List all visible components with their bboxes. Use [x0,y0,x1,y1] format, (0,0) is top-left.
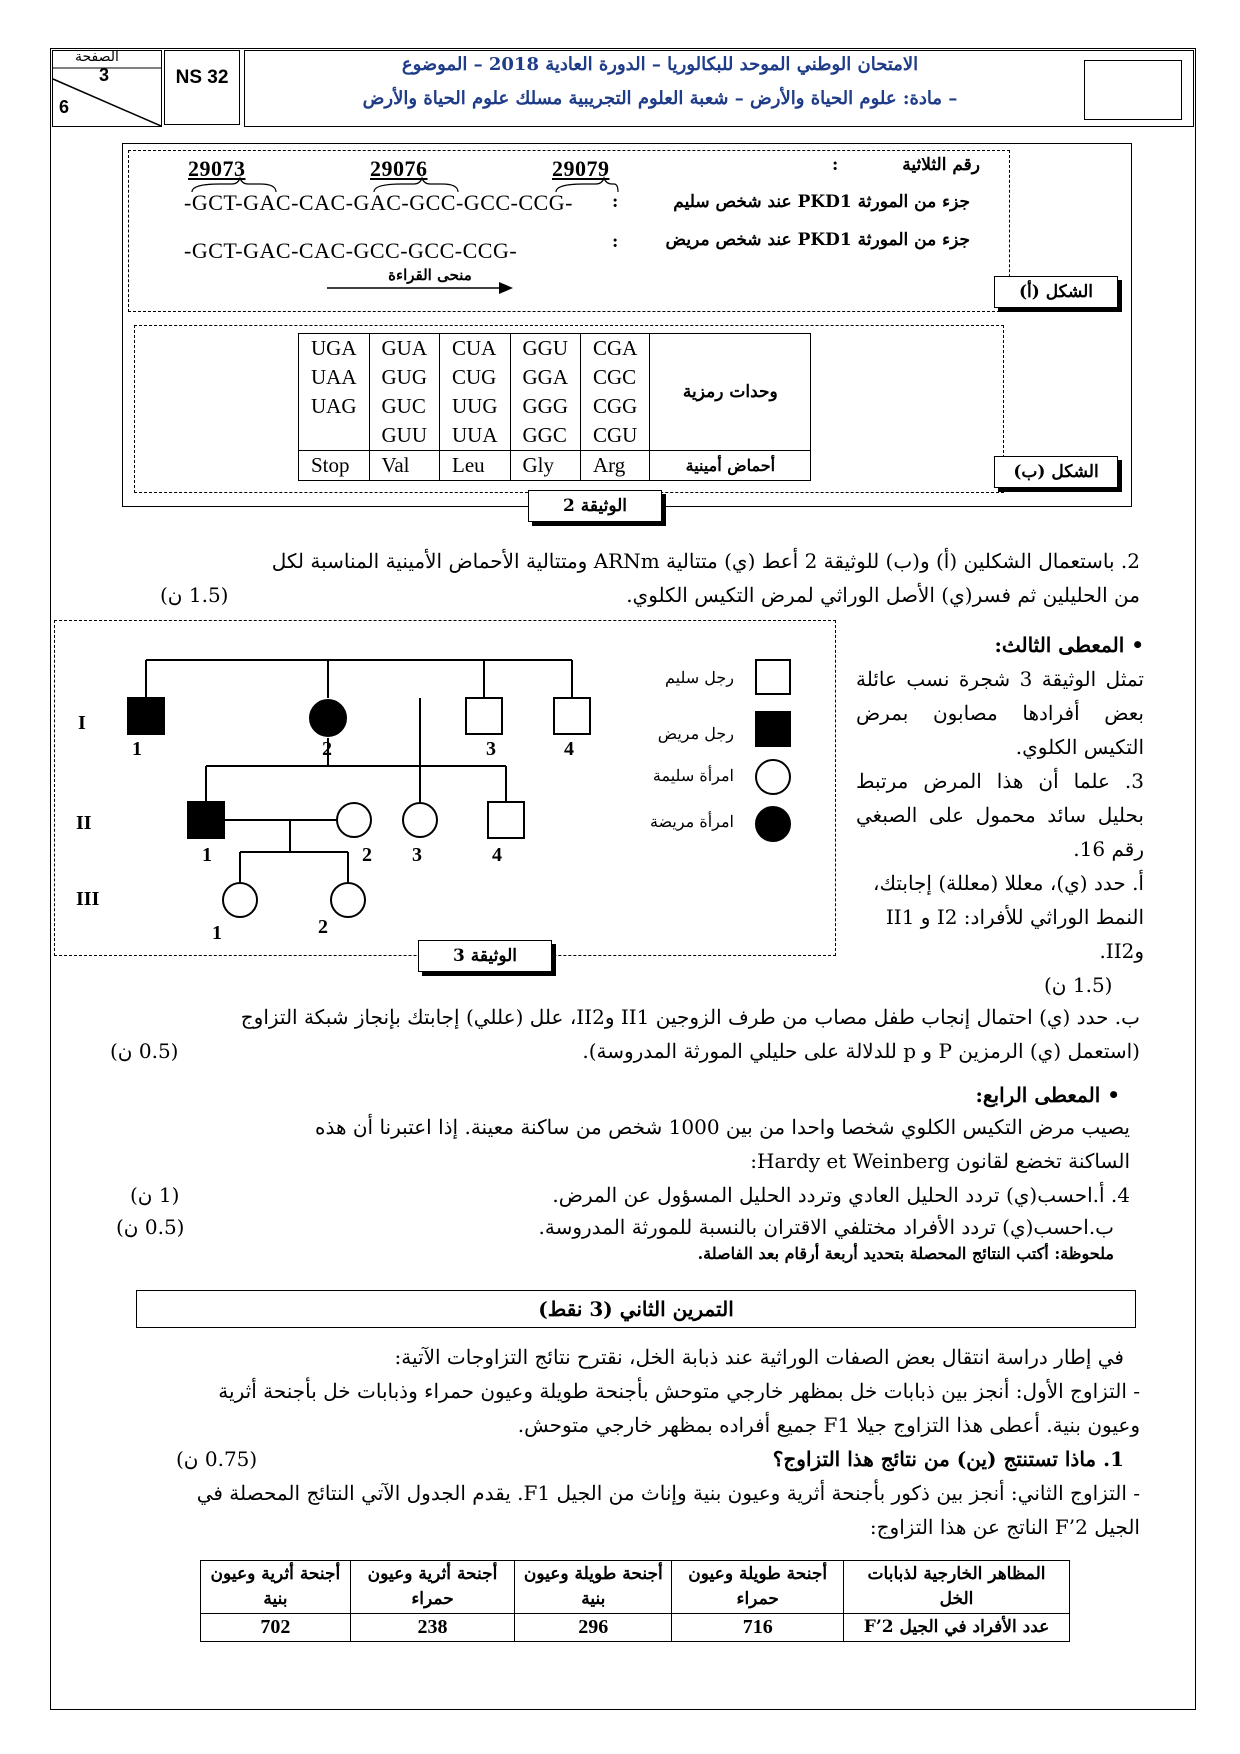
label-II1: 1 [202,844,212,866]
exercise-2-question-1: 1. ماذا تستنتج (ين) من نتائج هذا التزاوج؟ [772,1447,1124,1471]
table-value-cell: 716 [672,1614,844,1642]
label-III1: 1 [212,922,222,944]
amino-acid-cell: Stop [299,451,370,481]
cross-2-line-2: الجيل F’2 الناتج عن هذا التزاوج: [869,1515,1140,1539]
question-4a-points: (1 ن) [130,1183,180,1207]
generation-II-label: II [76,812,92,834]
amino-acid-cell: Gly [510,451,581,481]
individual-II1-sick-man [188,802,224,838]
cross-1-line-1: - التزاوج الأول: أنجز بين ذبابات خل بمظهر خارجي متوحش بأجنحة طويلة وعيون حمراء وذبابات خل بأجنحة أثرية [218,1379,1140,1403]
question-3-intro: 3. علما أن هذا المرض مرتبط بحليل سائد محمول على الصبغي رقم 16. [856,769,1144,861]
amino-acid-row-label: أحماض أمينية [650,451,811,481]
sick-colon: : [612,232,619,252]
table-header-cell: أجنحة أثرية وعيون بنية [201,1561,351,1614]
question-2-line-2: من الحليلين ثم فسر(ي) الأصل الوراثي لمرض التكيس الكلوي. [626,583,1140,607]
question-4b: ب.احسب(ي) تردد الأفراد مختلفي الاقتران بالنسبة للمورثة المدروسة. [538,1215,1114,1239]
page-number-box [52,50,162,127]
individual-II4-healthy-man [488,802,524,838]
healthy-label: جزء من المورثة PKD1 عند شخص سليم [673,192,970,212]
question-2-points: (1.5 ن) [160,583,229,607]
individual-II3-healthy-woman [403,803,437,837]
page-total: 6 [59,97,70,117]
question-3b-line-1: ب. حدد (ي) احتمال إنجاب طفل مصاب من طرف الزوجين II1 وII2، علل (عللي) إجابتك بإنجاز شبكة التزاوج [240,1005,1140,1029]
individual-I1-sick-man [128,698,164,734]
figure-a-label: الشكل (أ) [994,276,1118,308]
question-4a: 4. أ.احسب(ي) تردد الحليل العادي وتردد الحليل المسؤول عن المرض. [552,1183,1130,1207]
label-II3: 3 [412,844,422,866]
triplet-number-29076: 29076 [370,156,428,181]
question-2-line-1: 2. باستعمال الشكلين (أ) و(ب) للوثيقة 2 أعط (ي) متتالية ARNm ومتتالية الأحماض الأمينية المناسبة لكل [271,549,1140,573]
individual-I3-healthy-man [466,698,502,734]
cross-2-line-1: - التزاوج الثاني: أنجز بين ذكور بأجنحة أثرية وعيون بنية وإناث من الجيل F1. يقدم الجدول الآتي النتائج المحصلة في [196,1481,1140,1505]
legend-healthy-woman: امرأة سليمة [652,766,734,785]
label-I3: 3 [486,738,496,760]
triplet-number-29079: 29079 [552,156,610,181]
legend-sick-woman: امرأة مريضة [649,812,734,831]
figure-b-label: الشكل (ب) [994,456,1118,488]
table-value-cell: 702 [201,1614,351,1642]
exam-code: NS 32 [164,50,240,125]
individual-I2-sick-woman [310,700,346,736]
header-empty-box [1084,60,1182,120]
legend-sick-man: رجل مريض [657,724,734,743]
codon-row-label: وحدات رمزية [650,334,811,451]
triplet-number-29073: 29073 [188,156,246,181]
label-III2: 2 [318,916,328,938]
table-value-cell: 238 [350,1614,514,1642]
table-header-cell: المظاهر الخارجية لذبابات الخل [844,1561,1070,1614]
given-3-title: • المعطى الثالث: [994,633,1144,657]
amino-acid-cell: Val [369,451,440,481]
table-header-cell: أجنحة طويلة وعيون حمراء [672,1561,844,1614]
question-3b-points: (0.5 ن) [110,1039,179,1063]
codon-cell: UGA UAA UAG [299,334,370,451]
given-4-title: • المعطى الرابع: [975,1083,1120,1107]
f2-results-table [200,1560,1070,1642]
amino-acid-cell: Leu [440,451,511,481]
label-II4: 4 [492,844,502,866]
codon-cell: GUA GUG GUC GUU [369,334,440,451]
codon-cell: GGU GGA GGG GGC [510,334,581,451]
sick-sequence: -GCT-GAC-CAC-GCC-GCC-CCG- [184,238,518,263]
individual-I4-healthy-man [554,698,590,734]
label-I2: 2 [322,738,332,760]
legend-healthy-man: رجل سليم [665,668,734,687]
exam-title: الامتحان الوطني الموحد للبكالوريا – الدورة العادية 2018 – الموضوع [401,54,919,75]
label-II2: 2 [362,844,372,866]
reading-direction-label: منحى القراءة [388,266,472,284]
exercise-2-intro: في إطار دراسة انتقال بعض الصفات الوراثية عند ذبابة الخل، نقترح نتائج التزاوجات الآتية: [394,1345,1124,1369]
label-I1: 1 [132,738,142,760]
table-header-cell: أجنحة طويلة وعيون بنية [515,1561,672,1614]
given-3-text: تمثل الوثيقة 3 شجرة نسب عائلة بعض أفرادها مصابون بمرض التكيس الكلوي. [856,667,1144,759]
triplet-colon: : [832,155,839,175]
table-header-cell: أجنحة أثرية وعيون حمراء [350,1561,514,1614]
legend-healthy-woman-symbol [756,760,790,794]
label-I4: 4 [564,738,574,760]
individual-III2-healthy-woman [331,883,365,917]
table-value-cell: 296 [515,1614,672,1642]
page-label: الصفحة [75,49,119,65]
legend-sick-woman-symbol [756,807,790,841]
codon-cell: CGA CGC CGG CGU [581,334,650,451]
individual-II2-healthy-woman [337,803,371,837]
question-3a-points: (1.5 ن) [1044,973,1113,997]
codon-cell: CUA CUG UUG UUA [440,334,511,451]
question-3b-line-2: (استعمل (ي) الرمزين P و p للدلالة على حليلي المورثة المدروسة). [582,1039,1140,1063]
document-2-label: الوثيقة 2 [528,490,662,522]
given-4-line-2: الساكنة تخضع لقانون Hardy et Weinberg: [750,1149,1130,1173]
cross-1-line-2: وعيون بنية. أعطى هذا التزاوج جيلا F1 جميع أفراده بمظهر خارجي متوحش. [517,1413,1140,1437]
exercise-2-question-1-points: (0.75 ن) [176,1447,258,1471]
given-4-line-1: يصيب مرض التكيس الكلوي شخصا واحدا من بين 1000 شخص من ساكنة معينة. إذا اعتبرنا أن هذه [314,1115,1130,1139]
individual-III1-healthy-woman [223,883,257,917]
healthy-colon: : [612,192,619,212]
table-row-label: عدد الأفراد في الجيل F’2 [844,1614,1070,1642]
page-number: 3 [99,65,110,85]
note: ملحوظة: أكتب النتائج المحصلة بتحديد أربعة أرقام بعد الفاصلة. [697,1244,1114,1263]
generation-I-label: I [78,712,86,734]
reading-direction-arrow [325,280,515,296]
genetic-code-table [298,333,811,481]
amino-acid-cell: Arg [581,451,650,481]
triplet-label: رقم الثلاثية [902,155,980,175]
question-4b-points: (0.5 ن) [116,1215,185,1239]
legend-healthy-man-symbol [756,660,790,694]
exercise-2-title: التمرين الثاني (3 نقط) [136,1290,1136,1328]
healthy-sequence: -GCT-GAC-CAC-GAC-GCC-GCC-CCG- [184,190,573,215]
sick-label: جزء من المورثة PKD1 عند شخص مريض [665,230,970,250]
generation-III-label: III [76,888,100,910]
legend-sick-man-symbol [756,712,790,746]
exam-subtitle: – مادة: علوم الحياة والأرض – شعبة العلوم التجريبية مسلك علوم الحياة والأرض [362,88,958,109]
document-3-label: الوثيقة 3 [418,940,552,972]
question-3a: أ. حدد (ي)، معللا (معللة) إجابتك، النمط الوراثي للأفراد: I2 و II1 وII2. [873,871,1144,963]
